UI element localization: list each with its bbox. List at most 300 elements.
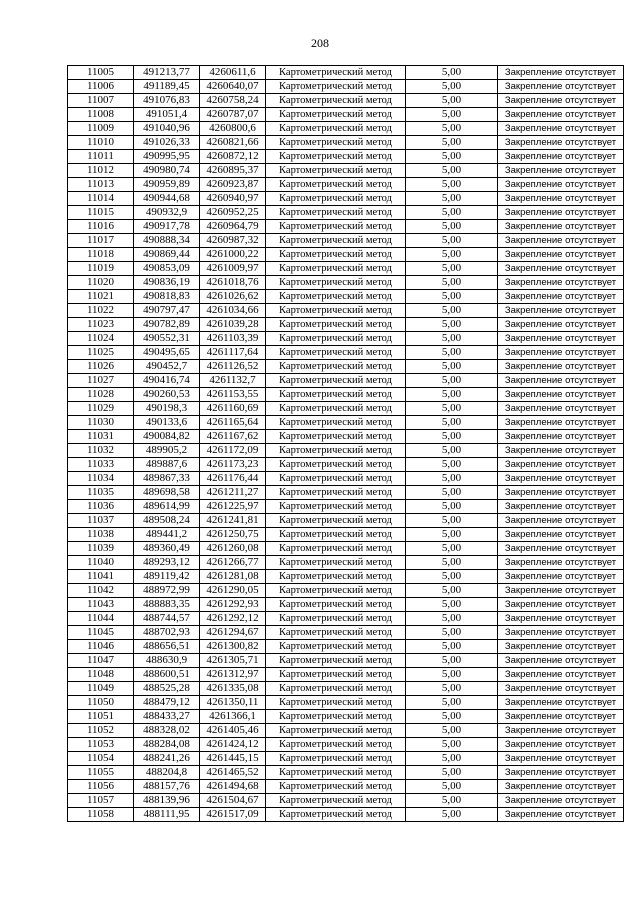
y-coordinate-cell: 4261266,77	[200, 556, 266, 570]
method-cell: Картометрический метод	[266, 206, 406, 220]
point-number-cell: 11024	[68, 332, 134, 346]
fixation-cell: Закрепление отсутствует	[498, 766, 624, 780]
point-number-cell: 11005	[68, 66, 134, 80]
x-coordinate-cell: 491213,77	[134, 66, 200, 80]
x-coordinate-cell: 489614,99	[134, 500, 200, 514]
x-coordinate-cell: 488525,28	[134, 682, 200, 696]
table-row	[68, 444, 624, 458]
method-cell: Картометрический метод	[266, 416, 406, 430]
table-row	[68, 108, 624, 122]
table-row	[68, 94, 624, 108]
method-cell: Картометрический метод	[266, 626, 406, 640]
point-number-cell: 11018	[68, 248, 134, 262]
fixation-cell: Закрепление отсутствует	[498, 402, 624, 416]
fixation-cell: Закрепление отсутствует	[498, 80, 624, 94]
point-number-cell: 11036	[68, 500, 134, 514]
accuracy-cell: 5,00	[406, 612, 498, 626]
x-coordinate-cell: 489360,49	[134, 542, 200, 556]
fixation-cell: Закрепление отсутствует	[498, 346, 624, 360]
fixation-cell: Закрепление отсутствует	[498, 206, 624, 220]
point-number-cell: 11011	[68, 150, 134, 164]
point-number-cell: 11058	[68, 808, 134, 822]
x-coordinate-cell: 488744,57	[134, 612, 200, 626]
fixation-cell: Закрепление отсутствует	[498, 122, 624, 136]
point-number-cell: 11015	[68, 206, 134, 220]
x-coordinate-cell: 490869,44	[134, 248, 200, 262]
y-coordinate-cell: 4261517,09	[200, 808, 266, 822]
point-number-cell: 11043	[68, 598, 134, 612]
table-row	[68, 66, 624, 80]
x-coordinate-cell: 488630,9	[134, 654, 200, 668]
point-number-cell: 11050	[68, 696, 134, 710]
accuracy-cell: 5,00	[406, 696, 498, 710]
x-coordinate-cell: 489698,58	[134, 486, 200, 500]
table-row	[68, 640, 624, 654]
accuracy-cell: 5,00	[406, 668, 498, 682]
x-coordinate-cell: 490260,53	[134, 388, 200, 402]
y-coordinate-cell: 4261312,97	[200, 668, 266, 682]
method-cell: Картометрический метод	[266, 682, 406, 696]
y-coordinate-cell: 4261281,08	[200, 570, 266, 584]
table-row	[68, 178, 624, 192]
x-coordinate-cell: 489508,24	[134, 514, 200, 528]
method-cell: Картометрический метод	[266, 150, 406, 164]
x-coordinate-cell: 489441,2	[134, 528, 200, 542]
fixation-cell: Закрепление отсутствует	[498, 640, 624, 654]
method-cell: Картометрический метод	[266, 178, 406, 192]
accuracy-cell: 5,00	[406, 290, 498, 304]
y-coordinate-cell: 4261126,52	[200, 360, 266, 374]
fixation-cell: Закрепление отсутствует	[498, 444, 624, 458]
accuracy-cell: 5,00	[406, 234, 498, 248]
accuracy-cell: 5,00	[406, 430, 498, 444]
accuracy-cell: 5,00	[406, 500, 498, 514]
method-cell: Картометрический метод	[266, 374, 406, 388]
accuracy-cell: 5,00	[406, 472, 498, 486]
fixation-cell: Закрепление отсутствует	[498, 500, 624, 514]
point-number-cell: 11033	[68, 458, 134, 472]
point-number-cell: 11025	[68, 346, 134, 360]
table-row	[68, 304, 624, 318]
accuracy-cell: 5,00	[406, 360, 498, 374]
fixation-cell: Закрепление отсутствует	[498, 164, 624, 178]
point-number-cell: 11014	[68, 192, 134, 206]
point-number-cell: 11049	[68, 682, 134, 696]
accuracy-cell: 5,00	[406, 332, 498, 346]
point-number-cell: 11016	[68, 220, 134, 234]
accuracy-cell: 5,00	[406, 388, 498, 402]
point-number-cell: 11037	[68, 514, 134, 528]
table-row	[68, 486, 624, 500]
method-cell: Картометрический метод	[266, 66, 406, 80]
y-coordinate-cell: 4261018,76	[200, 276, 266, 290]
accuracy-cell: 5,00	[406, 766, 498, 780]
accuracy-cell: 5,00	[406, 528, 498, 542]
accuracy-cell: 5,00	[406, 276, 498, 290]
fixation-cell: Закрепление отсутствует	[498, 94, 624, 108]
method-cell: Картометрический метод	[266, 108, 406, 122]
table-row	[68, 136, 624, 150]
method-cell: Картометрический метод	[266, 402, 406, 416]
table-row	[68, 738, 624, 752]
accuracy-cell: 5,00	[406, 458, 498, 472]
x-coordinate-cell: 490782,89	[134, 318, 200, 332]
point-number-cell: 11032	[68, 444, 134, 458]
accuracy-cell: 5,00	[406, 178, 498, 192]
y-coordinate-cell: 4261176,44	[200, 472, 266, 486]
method-cell: Картометрический метод	[266, 444, 406, 458]
accuracy-cell: 5,00	[406, 192, 498, 206]
table-row	[68, 556, 624, 570]
point-number-cell: 11057	[68, 794, 134, 808]
fixation-cell: Закрепление отсутствует	[498, 290, 624, 304]
method-cell: Картометрический метод	[266, 318, 406, 332]
y-coordinate-cell: 4261335,08	[200, 682, 266, 696]
y-coordinate-cell: 4261103,39	[200, 332, 266, 346]
method-cell: Картометрический метод	[266, 346, 406, 360]
method-cell: Картометрический метод	[266, 808, 406, 822]
fixation-cell: Закрепление отсутствует	[498, 514, 624, 528]
table-row	[68, 248, 624, 262]
method-cell: Картометрический метод	[266, 262, 406, 276]
y-coordinate-cell: 4260940,97	[200, 192, 266, 206]
table-row	[68, 766, 624, 780]
point-number-cell: 11021	[68, 290, 134, 304]
y-coordinate-cell: 4261504,67	[200, 794, 266, 808]
y-coordinate-cell: 4261494,68	[200, 780, 266, 794]
x-coordinate-cell: 490818,83	[134, 290, 200, 304]
y-coordinate-cell: 4260987,32	[200, 234, 266, 248]
y-coordinate-cell: 4261160,69	[200, 402, 266, 416]
fixation-cell: Закрепление отсутствует	[498, 472, 624, 486]
accuracy-cell: 5,00	[406, 808, 498, 822]
y-coordinate-cell: 4261366,1	[200, 710, 266, 724]
table-row	[68, 500, 624, 514]
coordinates-table	[67, 65, 624, 822]
x-coordinate-cell: 489867,33	[134, 472, 200, 486]
fixation-cell: Закрепление отсутствует	[498, 738, 624, 752]
method-cell: Картометрический метод	[266, 710, 406, 724]
method-cell: Картометрический метод	[266, 738, 406, 752]
x-coordinate-cell: 490836,19	[134, 276, 200, 290]
table-row	[68, 584, 624, 598]
accuracy-cell: 5,00	[406, 654, 498, 668]
fixation-cell: Закрепление отсутствует	[498, 808, 624, 822]
y-coordinate-cell: 4260758,24	[200, 94, 266, 108]
table-row	[68, 318, 624, 332]
point-number-cell: 11038	[68, 528, 134, 542]
y-coordinate-cell: 4261260,08	[200, 542, 266, 556]
y-coordinate-cell: 4261000,22	[200, 248, 266, 262]
x-coordinate-cell: 491026,33	[134, 136, 200, 150]
table-row	[68, 542, 624, 556]
fixation-cell: Закрепление отсутствует	[498, 612, 624, 626]
fixation-cell: Закрепление отсутствует	[498, 570, 624, 584]
y-coordinate-cell: 4260821,66	[200, 136, 266, 150]
y-coordinate-cell: 4261292,12	[200, 612, 266, 626]
y-coordinate-cell: 4260872,12	[200, 150, 266, 164]
fixation-cell: Закрепление отсутствует	[498, 724, 624, 738]
y-coordinate-cell: 4261165,64	[200, 416, 266, 430]
accuracy-cell: 5,00	[406, 556, 498, 570]
y-coordinate-cell: 4260787,07	[200, 108, 266, 122]
x-coordinate-cell: 488328,02	[134, 724, 200, 738]
x-coordinate-cell: 489887,6	[134, 458, 200, 472]
table-row	[68, 598, 624, 612]
y-coordinate-cell: 4260923,87	[200, 178, 266, 192]
table-row	[68, 752, 624, 766]
point-number-cell: 11020	[68, 276, 134, 290]
accuracy-cell: 5,00	[406, 486, 498, 500]
table-row	[68, 794, 624, 808]
x-coordinate-cell: 488204,8	[134, 766, 200, 780]
fixation-cell: Закрепление отсутствует	[498, 458, 624, 472]
fixation-cell: Закрепление отсутствует	[498, 248, 624, 262]
point-number-cell: 11028	[68, 388, 134, 402]
fixation-cell: Закрепление отсутствует	[498, 668, 624, 682]
fixation-cell: Закрепление отсутствует	[498, 234, 624, 248]
y-coordinate-cell: 4261292,93	[200, 598, 266, 612]
y-coordinate-cell: 4261225,97	[200, 500, 266, 514]
y-coordinate-cell: 4260800,6	[200, 122, 266, 136]
method-cell: Картометрический метод	[266, 164, 406, 178]
table-row	[68, 626, 624, 640]
method-cell: Картометрический метод	[266, 304, 406, 318]
y-coordinate-cell: 4261290,05	[200, 584, 266, 598]
point-number-cell: 11035	[68, 486, 134, 500]
x-coordinate-cell: 488479,12	[134, 696, 200, 710]
y-coordinate-cell: 4261039,28	[200, 318, 266, 332]
table-row	[68, 262, 624, 276]
fixation-cell: Закрепление отсутствует	[498, 780, 624, 794]
point-number-cell: 11030	[68, 416, 134, 430]
fixation-cell: Закрепление отсутствует	[498, 304, 624, 318]
table-row	[68, 80, 624, 94]
x-coordinate-cell: 491189,45	[134, 80, 200, 94]
accuracy-cell: 5,00	[406, 346, 498, 360]
accuracy-cell: 5,00	[406, 710, 498, 724]
method-cell: Картометрический метод	[266, 724, 406, 738]
x-coordinate-cell: 488600,51	[134, 668, 200, 682]
accuracy-cell: 5,00	[406, 220, 498, 234]
accuracy-cell: 5,00	[406, 444, 498, 458]
table-row	[68, 710, 624, 724]
accuracy-cell: 5,00	[406, 724, 498, 738]
method-cell: Картометрический метод	[266, 668, 406, 682]
fixation-cell: Закрепление отсутствует	[498, 192, 624, 206]
fixation-cell: Закрепление отсутствует	[498, 150, 624, 164]
fixation-cell: Закрепление отсутствует	[498, 220, 624, 234]
fixation-cell: Закрепление отсутствует	[498, 108, 624, 122]
x-coordinate-cell: 490084,82	[134, 430, 200, 444]
y-coordinate-cell: 4261250,75	[200, 528, 266, 542]
method-cell: Картометрический метод	[266, 80, 406, 94]
method-cell: Картометрический метод	[266, 500, 406, 514]
method-cell: Картометрический метод	[266, 192, 406, 206]
accuracy-cell: 5,00	[406, 640, 498, 654]
x-coordinate-cell: 490995,95	[134, 150, 200, 164]
fixation-cell: Закрепление отсутствует	[498, 542, 624, 556]
method-cell: Картометрический метод	[266, 122, 406, 136]
table-row	[68, 332, 624, 346]
x-coordinate-cell: 489905,2	[134, 444, 200, 458]
point-number-cell: 11040	[68, 556, 134, 570]
table-row	[68, 570, 624, 584]
table-row	[68, 514, 624, 528]
x-coordinate-cell: 490416,74	[134, 374, 200, 388]
accuracy-cell: 5,00	[406, 108, 498, 122]
table-row	[68, 388, 624, 402]
table-body	[68, 66, 624, 822]
method-cell: Картометрический метод	[266, 514, 406, 528]
page-number: 208	[311, 36, 329, 50]
table-row	[68, 808, 624, 822]
table-row	[68, 668, 624, 682]
point-number-cell: 11052	[68, 724, 134, 738]
fixation-cell: Закрепление отсутствует	[498, 374, 624, 388]
point-number-cell: 11046	[68, 640, 134, 654]
x-coordinate-cell: 488157,76	[134, 780, 200, 794]
x-coordinate-cell: 490932,9	[134, 206, 200, 220]
point-number-cell: 11007	[68, 94, 134, 108]
y-coordinate-cell: 4261294,67	[200, 626, 266, 640]
accuracy-cell: 5,00	[406, 150, 498, 164]
x-coordinate-cell: 490944,68	[134, 192, 200, 206]
accuracy-cell: 5,00	[406, 248, 498, 262]
x-coordinate-cell: 490198,3	[134, 402, 200, 416]
accuracy-cell: 5,00	[406, 262, 498, 276]
point-number-cell: 11022	[68, 304, 134, 318]
table-row	[68, 696, 624, 710]
y-coordinate-cell: 4261241,81	[200, 514, 266, 528]
point-number-cell: 11054	[68, 752, 134, 766]
method-cell: Картометрический метод	[266, 528, 406, 542]
method-cell: Картометрический метод	[266, 780, 406, 794]
method-cell: Картометрический метод	[266, 584, 406, 598]
x-coordinate-cell: 488972,99	[134, 584, 200, 598]
y-coordinate-cell: 4260640,07	[200, 80, 266, 94]
y-coordinate-cell: 4261167,62	[200, 430, 266, 444]
x-coordinate-cell: 489119,42	[134, 570, 200, 584]
method-cell: Картометрический метод	[266, 360, 406, 374]
y-coordinate-cell: 4261350,11	[200, 696, 266, 710]
accuracy-cell: 5,00	[406, 206, 498, 220]
accuracy-cell: 5,00	[406, 738, 498, 752]
table-row	[68, 416, 624, 430]
fixation-cell: Закрепление отсутствует	[498, 486, 624, 500]
x-coordinate-cell: 488656,51	[134, 640, 200, 654]
point-number-cell: 11048	[68, 668, 134, 682]
table-row	[68, 374, 624, 388]
method-cell: Картометрический метод	[266, 220, 406, 234]
method-cell: Картометрический метод	[266, 136, 406, 150]
point-number-cell: 11008	[68, 108, 134, 122]
method-cell: Картометрический метод	[266, 332, 406, 346]
table-row	[68, 290, 624, 304]
method-cell: Картометрический метод	[266, 234, 406, 248]
x-coordinate-cell: 491040,96	[134, 122, 200, 136]
fixation-cell: Закрепление отсутствует	[498, 584, 624, 598]
y-coordinate-cell: 4260611,6	[200, 66, 266, 80]
x-coordinate-cell: 488883,35	[134, 598, 200, 612]
table-row	[68, 150, 624, 164]
point-number-cell: 11034	[68, 472, 134, 486]
table-row	[68, 458, 624, 472]
x-coordinate-cell: 490917,78	[134, 220, 200, 234]
point-number-cell: 11029	[68, 402, 134, 416]
x-coordinate-cell: 488111,95	[134, 808, 200, 822]
table-row	[68, 164, 624, 178]
x-coordinate-cell: 489293,12	[134, 556, 200, 570]
point-number-cell: 11006	[68, 80, 134, 94]
fixation-cell: Закрепление отсутствует	[498, 528, 624, 542]
y-coordinate-cell: 4261300,82	[200, 640, 266, 654]
point-number-cell: 11039	[68, 542, 134, 556]
point-number-cell: 11019	[68, 262, 134, 276]
table-row	[68, 612, 624, 626]
point-number-cell: 11012	[68, 164, 134, 178]
method-cell: Картометрический метод	[266, 556, 406, 570]
accuracy-cell: 5,00	[406, 514, 498, 528]
method-cell: Картометрический метод	[266, 598, 406, 612]
table-row	[68, 192, 624, 206]
y-coordinate-cell: 4260895,37	[200, 164, 266, 178]
fixation-cell: Закрепление отсутствует	[498, 416, 624, 430]
fixation-cell: Закрепление отсутствует	[498, 136, 624, 150]
y-coordinate-cell: 4261173,23	[200, 458, 266, 472]
y-coordinate-cell: 4261465,52	[200, 766, 266, 780]
table-row	[68, 276, 624, 290]
fixation-cell: Закрепление отсутствует	[498, 276, 624, 290]
point-number-cell: 11013	[68, 178, 134, 192]
point-number-cell: 11026	[68, 360, 134, 374]
fixation-cell: Закрепление отсутствует	[498, 626, 624, 640]
method-cell: Картометрический метод	[266, 276, 406, 290]
x-coordinate-cell: 488702,93	[134, 626, 200, 640]
fixation-cell: Закрепление отсутствует	[498, 794, 624, 808]
x-coordinate-cell: 491051,4	[134, 108, 200, 122]
accuracy-cell: 5,00	[406, 122, 498, 136]
accuracy-cell: 5,00	[406, 682, 498, 696]
method-cell: Картометрический метод	[266, 290, 406, 304]
y-coordinate-cell: 4260952,25	[200, 206, 266, 220]
accuracy-cell: 5,00	[406, 598, 498, 612]
x-coordinate-cell: 490495,65	[134, 346, 200, 360]
method-cell: Картометрический метод	[266, 752, 406, 766]
fixation-cell: Закрепление отсутствует	[498, 66, 624, 80]
table-row	[68, 724, 624, 738]
point-number-cell: 11023	[68, 318, 134, 332]
method-cell: Картометрический метод	[266, 640, 406, 654]
table-row	[68, 780, 624, 794]
fixation-cell: Закрепление отсутствует	[498, 752, 624, 766]
table-row	[68, 472, 624, 486]
point-number-cell: 11027	[68, 374, 134, 388]
x-coordinate-cell: 488284,08	[134, 738, 200, 752]
y-coordinate-cell: 4261172,09	[200, 444, 266, 458]
method-cell: Картометрический метод	[266, 430, 406, 444]
y-coordinate-cell: 4261424,12	[200, 738, 266, 752]
fixation-cell: Закрепление отсутствует	[498, 696, 624, 710]
point-number-cell: 11055	[68, 766, 134, 780]
method-cell: Картометрический метод	[266, 248, 406, 262]
point-number-cell: 11041	[68, 570, 134, 584]
table-row	[68, 122, 624, 136]
fixation-cell: Закрепление отсутствует	[498, 318, 624, 332]
fixation-cell: Закрепление отсутствует	[498, 710, 624, 724]
accuracy-cell: 5,00	[406, 794, 498, 808]
y-coordinate-cell: 4261305,71	[200, 654, 266, 668]
